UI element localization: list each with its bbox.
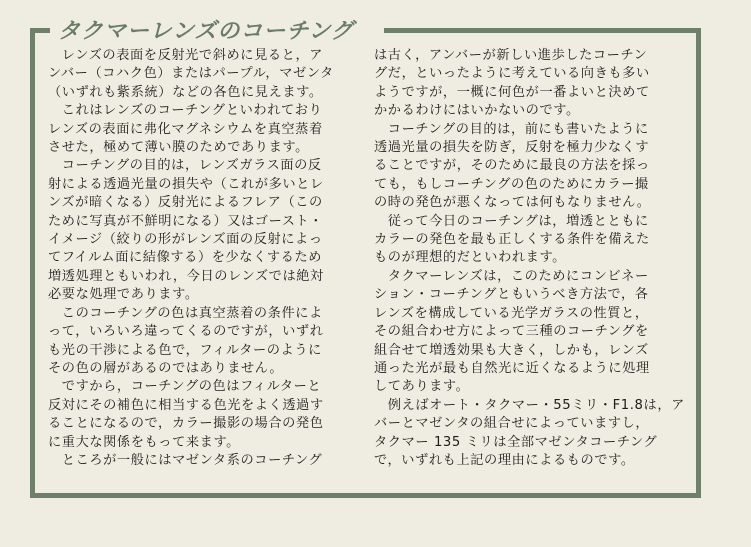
text-line: 組合せて増透効果も大きく，しかも，レンズ bbox=[374, 342, 649, 358]
text-line: ンバー（コハク色）またはパープル，マゼンタ bbox=[48, 66, 334, 82]
text-line: ても，もしコーチングの色のためにカラー撮 bbox=[374, 176, 649, 192]
text-line: てフイルム面に結像する）を少なくするため bbox=[48, 250, 323, 266]
text-line: このコーチングの色は真空蒸着の条件によ bbox=[48, 305, 323, 321]
text-line: の時の発色が悪くなっては何もなりません。 bbox=[374, 195, 651, 211]
left-column-text bbox=[48, 47, 363, 470]
text-line: に重大な関係をもって来ます。 bbox=[48, 434, 240, 450]
text-line: イメージ（絞りの形がレンズ面の反射によっ bbox=[48, 232, 323, 248]
text-line: も光の干渉による色で，フィルターのように bbox=[48, 342, 322, 358]
text-line: ることになるので，カラー撮影の場合の発色 bbox=[48, 416, 324, 432]
text-line: 通った光が最も自然光に近くなるように処理 bbox=[374, 360, 650, 376]
text-line: その組合わせ方によって三種のコーチングを bbox=[374, 324, 649, 340]
text-line: は古く，アンバーが新しい進歩したコーチン bbox=[374, 48, 648, 63]
text-line: その色の層があるのではありません。 bbox=[48, 360, 284, 376]
text-line: ですから，コーチングの色はフィルターと bbox=[48, 379, 322, 395]
text-line: ることですが，そのために最良の方法を採っ bbox=[374, 158, 650, 174]
text-line: レンズを構成している光学ガラスの性質と， bbox=[374, 305, 649, 321]
text-line: タクマーレンズは，このためにコンビネー bbox=[374, 268, 649, 284]
text-line: バーとマゼンタの組合せによっていますし， bbox=[374, 416, 650, 432]
text-line: コーチングの目的は，前にも書いたように bbox=[374, 121, 649, 137]
text-line: ション・コーチングともいうべき方法で，各 bbox=[374, 287, 649, 303]
text-line: 透過光量の損失を防ぎ，反射を極力少なくす bbox=[374, 140, 650, 156]
text-line: 反対にその補色に相当する色光をよく透過す bbox=[48, 397, 324, 413]
text-line: 射による透過光量の損失や（これが多いとレ bbox=[48, 176, 324, 192]
text-line: コーチングの目的は，レンズガラス面の反 bbox=[48, 158, 322, 174]
text-line: レンズの表面を反射光で斜めに見ると，ア bbox=[48, 48, 324, 63]
text-line: タクマー 135 ミリは全部マゼンタコーチング bbox=[374, 434, 658, 450]
right-column-text bbox=[374, 47, 692, 470]
text-line: 必要な処理であります。 bbox=[48, 287, 199, 303]
text-line: カラーの発色を最も正しくする条件を備えた bbox=[374, 232, 650, 248]
text-line: （いずれも紫系統）などの各色に見えます。 bbox=[48, 84, 323, 100]
page-title: タクマーレンズのコーチング bbox=[58, 19, 354, 44]
text-line: ようですが，一概に何色が一番よいと決めて bbox=[374, 84, 650, 100]
text-line: かかるわけにはいかないのです。 bbox=[374, 103, 580, 119]
text-line: 増透処理ともいわれ，今日のレンズでは絶対 bbox=[48, 268, 324, 284]
text-line: ところが一般にはマゼンタ系のコーチング bbox=[48, 452, 323, 468]
text-line: レンズの表面に弗化マグネシウムを真空蒸着 bbox=[48, 121, 323, 137]
text-line: させた，極めて薄い膜のためであります。 bbox=[48, 140, 309, 156]
text-line: グだ，といったように考えている向きも多い bbox=[374, 66, 650, 82]
text-line: ンズが暗くなる）反射光によるフレア（この bbox=[48, 195, 323, 211]
text-line: で，いずれも上記の理由によるものです。 bbox=[374, 452, 635, 468]
text-line: ために写真が不鮮明になる）又はゴースト・ bbox=[48, 213, 324, 229]
text-line: してあります。 bbox=[374, 379, 470, 395]
text-line: って，いろいろ違ってくるのですが，いずれ bbox=[48, 324, 324, 340]
text-line: ものが理想的だといわれます。 bbox=[374, 250, 566, 266]
text-line: 従って今日のコーチングは，増透とともに bbox=[374, 213, 649, 229]
text-line: これはレンズのコーチングといわれており bbox=[48, 103, 323, 119]
text-line: 例えばオート・タクマー・55ミリ・F1.8は，ア bbox=[374, 397, 685, 413]
